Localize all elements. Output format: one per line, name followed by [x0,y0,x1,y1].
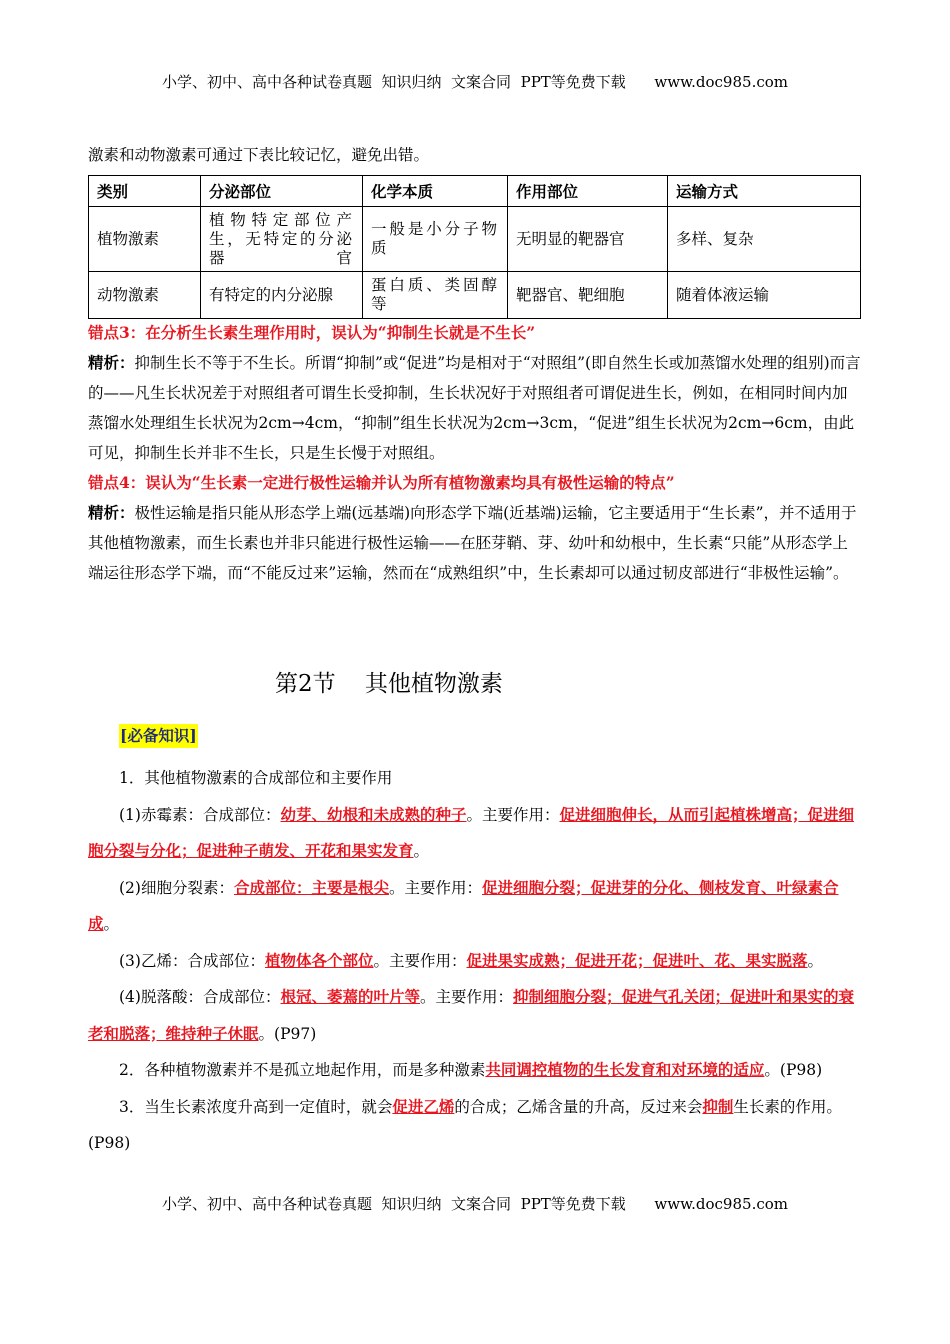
hormone-gibberellin [88,797,864,870]
error-3-title: 错点3：在分析生长素生理作用时，误认为“抑制生长就是不生长” [88,323,536,342]
section-title: 第2节 其他植物激素 [275,671,503,697]
site-label: 合成部位： [202,988,281,1006]
text: 。(P98) [764,1061,823,1079]
analysis-text: 极性运输是指只能从形态学上端(远基端)向形态学下端(近基端)运输，它主要适用于“生长素”，并不适用于其他植物激素，而生长素也并非只能进行极性运输——在胚芽鞘、芽、幼叶和幼根中，生长素“只能”从形态学上端运往形态学下端，而“不能反过来”运输，然而在“成熟组织”中，生长素却可以通过韧皮部进行“非极性运输”。 [88,504,857,582]
analysis-label: 精析： [88,353,135,372]
table-row [89,207,861,272]
hormone-name: (2)细胞分裂素： [119,878,234,897]
page-header: 小学、初中、高中各种试卷真题 知识归纳 文案合同 PPT等免费下载 www.doc985.com [161,73,788,91]
answer-site: 幼芽、幼根和未成熟的种子 [280,804,467,824]
answer-site: 植物体各个部位 [264,950,374,970]
error-4-analysis [88,498,862,588]
table-header-cell: 分泌部位 [201,176,363,207]
function-label: 。主要作用： [420,988,514,1006]
intro-text: 激素和动物激素可通过下表比较记忆，避免出错。 [88,146,430,164]
answer-function: 促进果实成熟；促进开花；促进叶、花、果实脱落 [466,950,808,970]
answer-function: 促进细胞分裂；促进芽的分化、侧枝发育、叶绿素合成 [88,877,839,933]
analysis-label: 精析： [88,503,135,522]
table-cell: 植物激素 [89,207,201,272]
function-label: 。主要作用： [373,951,467,970]
hormone-name: (3)乙烯： [119,951,188,970]
table-cell: 有特定的内分泌腺 [201,272,363,319]
table-cell: 无明显的靶器官 [508,207,668,272]
answer-function: 促进细胞伸长，从而引起植株增高；促进细胞分裂与分化；促进种子萌发、开花和果实发育 [88,804,855,860]
hormone-cytokinin [88,870,864,943]
table-header-cell: 运输方式 [668,176,861,207]
table-header-cell: 化学本质 [363,176,508,207]
hormone-abscisic-acid [88,979,864,1052]
answer: 抑制 [702,1096,734,1116]
knowledge-2 [88,1052,864,1089]
text: 生长素的作用。(P98) [88,1097,842,1152]
function-label: 。主要作用： [388,878,482,897]
error-3-block [88,318,862,588]
site-label: 合成部位： [187,951,265,970]
answer-site: 合成部位：主要是根尖 [233,877,389,897]
table-cell: 植物特定部位产生，无特定的分泌器官 [201,207,363,272]
knowledge-3 [88,1089,864,1162]
hormone-name: (4)脱落酸： [119,988,203,1006]
sentence-end: 。 [103,915,120,933]
sentence-end: 。 [807,951,824,970]
text: 2．各种植物激素并不是孤立地起作用，而是多种激素 [119,1061,486,1079]
table-cell: 靶器官、靶细胞 [508,272,668,319]
knowledge-1-title: 1．其他植物激素的合成部位和主要作用 [119,769,393,787]
table-row [89,272,861,319]
function-label: 。主要作用： [466,805,560,824]
hormone-comparison-table [88,175,861,319]
table-cell: 随着体液运输 [668,272,861,319]
table-cell: 多样、复杂 [668,207,861,272]
answer-site: 根冠、萎蔫的叶片等 [280,987,420,1006]
knowledge-list [88,760,864,1162]
table-header-cell: 类别 [89,176,201,207]
site-label: 合成部位： [202,805,281,824]
table-cell: 动物激素 [89,272,201,319]
table-header-row [89,176,861,207]
table-cell: 蛋白质、类固醇等 [363,272,508,319]
hormone-ethylene [88,943,864,980]
error-4-title: 错点4：误认为“生长素一定进行极性运输并认为所有植物激素均具有极性运输的特点” [88,473,675,492]
answer-function: 抑制细胞分裂；促进气孔关闭；促进叶和果实的衰老和脱落；维持种子休眠 [88,987,855,1043]
text: 的合成；乙烯含量的升高，反过来会 [454,1097,703,1116]
analysis-text: 抑制生长不等于不生长。所谓“抑制”或“促进”均是相对于“对照组”(即自然生长或加蒸馏水处理的组别)而言的——凡生长状况差于对照组者可谓生长受抑制，生长状况好于对照组者可谓促进生长，例如，在相同时间内加蒸馏水处理组生长状况为2cm→4cm，“抑制”组生长状况为2cm→3cm，“促进”组生长状况为2cm→6cm，由此可见，抑制生长并非不生长，只是生长慢于对照组。 [88,354,861,462]
table-cell: 一般是小分子物质 [363,207,508,272]
text: 3．当生长素浓度升高到一定值时，就会 [119,1097,393,1116]
hormone-name: (1)赤霉素： [119,805,203,824]
required-knowledge-badge: [必备知识] [119,724,198,748]
answer: 促进乙烯 [392,1096,455,1116]
table-header-cell: 作用部位 [508,176,668,207]
page-footer: 小学、初中、高中各种试卷真题 知识归纳 文案合同 PPT等免费下载 www.doc985.com [161,1195,788,1213]
answer: 共同调控植物的生长发育和对环境的适应 [485,1060,765,1079]
sentence-end: 。(P97) [258,1024,317,1043]
error-3-analysis [88,348,862,468]
sentence-end: 。 [413,842,430,860]
